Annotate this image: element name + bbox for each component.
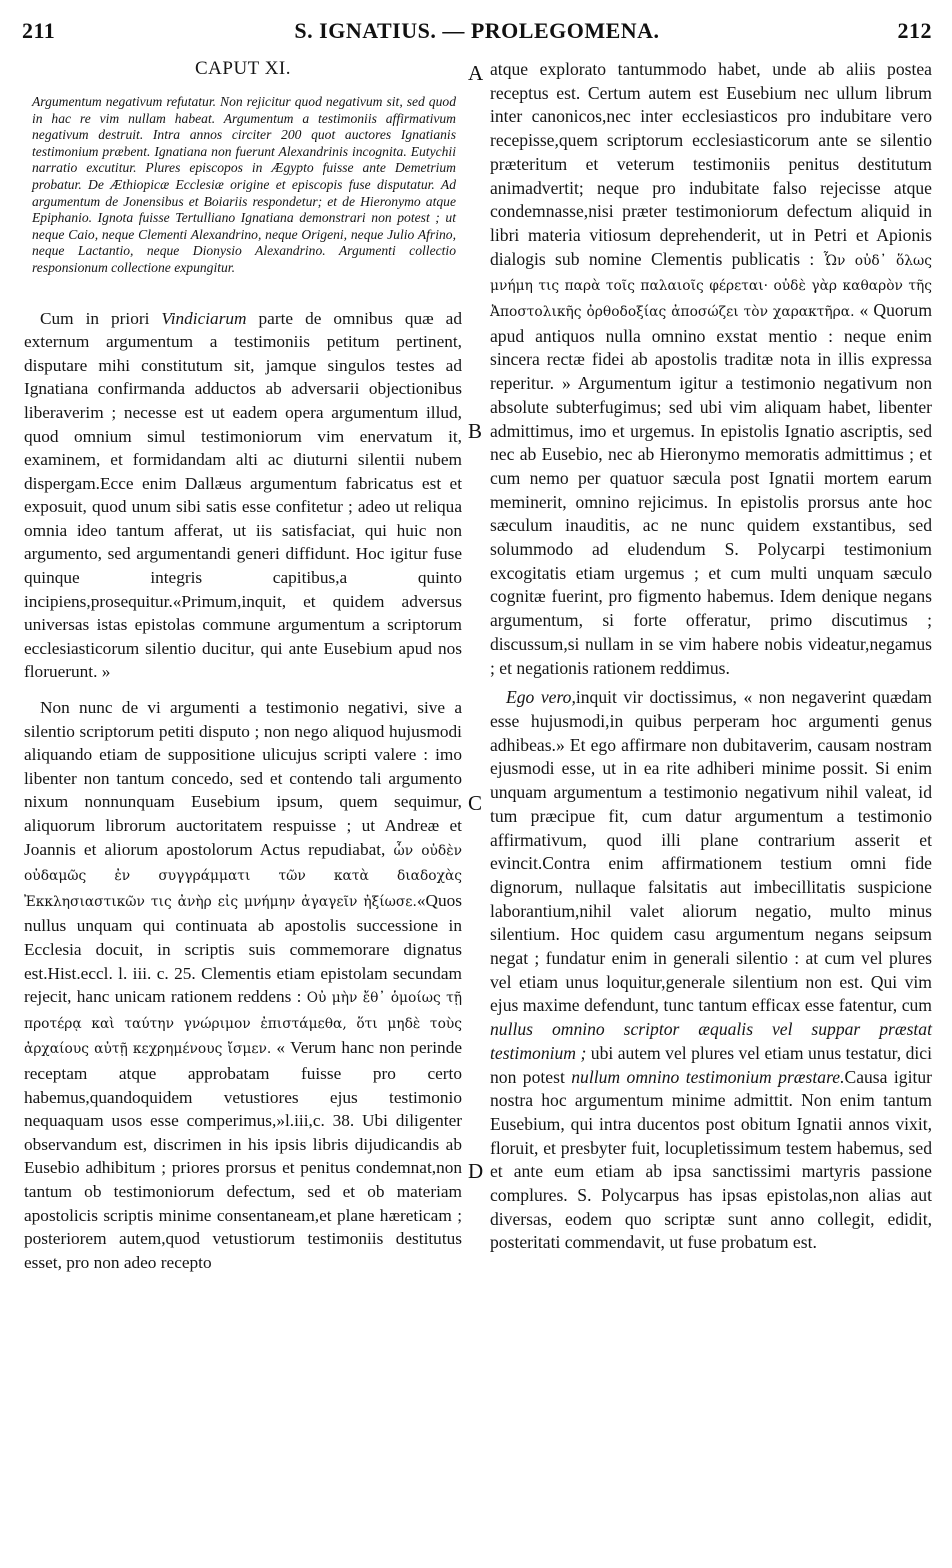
left-column: [24, 58, 462, 1274]
margin-letter-a: A: [468, 61, 484, 85]
running-header: [22, 18, 932, 48]
text-run: « Verum hanc non perinde receptam atque approbatam fuisse pro certo habemus,quandoquidem vetustiores ejus testimonio nequaquam usos esse comperimus,»l.iii,c. 38. Ubi diligenter observandum est, discrimen in his ipsis libris dijudicandis ab Eusebio adhibitum ; priores prorsus et penitus condemnat,non tantum ob testimoniorum defectum, sed et ob materiam apostolicis scriptis minime consentaneam,et plane hæreticam ; posteriorem autem,quod vetustiorum testimoniis destitutus esset, pro non adeo recepto: [24, 1038, 462, 1272]
page-number-left: 211: [22, 18, 56, 43]
right-column: [490, 58, 932, 1255]
text-run: ubi autem vel plures vel etiam unus testatur, dici non potest: [490, 1042, 932, 1087]
text-run: « Quorum apud antiquos nulla omnino exstat mentio : neque enim sincera rectæ fidei ab apostolis traditæ nota in illis expressa reperitur. » Argumentum igitur a testimonio negativum non absolute subterfugimus; sed ubi vim aliquam habet, libenter admittimus, imo et urgemus. In epistolis Ignatio ascriptis, sed nec ab Eusebio, nec ab Hieronymo memoratis admittimus ; et cum nemo per quatuor sæcula post Ignatii mortem earum meminerit, omnino rejicimus. In epistolis prorsus ante hoc sæculum inauditis, ac ne nunc quidem exstantibus, sed solummodo ad eludendum S. Polycarpi testimonium excogitatis etiam urgemus ; et cum multi unquam sæculo cognitæ fuerint, pro figmento habemus. Idem denique negans argumentum, si forte offeratur, primo discutimus ; discussum,si nullam in se vim habere nobis videatur,negamus ; et negationis rationem reddimus.: [490, 300, 932, 678]
margin-letter-b: B: [468, 419, 483, 443]
page-number-right: 212: [897, 18, 932, 43]
text-run: inquit vir doctissimus, « non negaverint quædam esse hujusmodi,in quibus perperam hoc argumenti genus adhibeas.» Et ego affirmare non dubitaverim, causam nostram ejusmodi esse, ut in ea rite adhiberi minime possit. Si enim unquam argumentum a testimonio negativum nihil valeat, id tum præcipue fit, cum datur argumentum a testimonio affirmativum, quod illi plane contrarium asserit et evincit.Contra enim affirmationem testium omni fide dignorum, nullaque falsitatis aut imbecillitatis suspicione laborantium,nihil valet aliorum negatio, multo minus silentium. Hoc quidem casu argumentum negans seipsum negat ; fundatur enim in generali silentio : at cum vel plures vel etiam unus loquitur,generale silentium non est. Qui vim ejus maxime defendunt, tunc tantum efficax esse fatentur, cum: [490, 687, 932, 1016]
italic-run: Vindiciarum: [161, 308, 247, 328]
text-run: Cum in priori: [40, 308, 162, 328]
greek-quotation: Ὧν οὐδ᾽ ὅλως μνήμη τις παρὰ τοῖς παλαιοῖς φέρεται· οὐδὲ γὰρ καθαρὸν τῆς Ἀποστολικῆς ὀρθοδοξίας ἀποσώζει τὸν χαρακτῆρα.: [490, 252, 932, 321]
left-paragraph-2: [24, 696, 462, 1274]
italic-run: nullum omnino testimonium præstare.: [571, 1066, 845, 1087]
text-run: «Quos nullus unquam qui continuata ab apostolis successione in Ecclesia docuit, in scriptis suis commemorare dignatus est.Hist.eccl. l. iii. c. 25. Clementis etiam epistolam secundam rejecit, hanc unicam rationem reddens :: [24, 890, 462, 1007]
chapter-heading: CAPUT XI.: [195, 58, 291, 79]
text-run: atque explorato tantummodo habet, unde ab aliis postea receptus est. Certum autem est Eusebium nec ullum librum inter canonicos,nec inter ecclesiasticos pro indubitare vero recepisse,quem scriptorum ecclesiasticorum ante se silentio præteritum et veterum testimoniis penitus destitutum animadvertit; neque pro indubitate falso rejecisse atque condemnasse,nisi præter testimoniorum defectum aliquid in libri materia vitiosum deprehenderit, ut in Petri et Apionis dialogis sub nomine Clementis publicatis :: [490, 59, 932, 269]
text-run: parte de omnibus quæ ad externum argumentum a testimoniis petitum pertinent, disputare mihi constitutum sit, jamque singulos testes ad Ignatiana confirmanda adductos ab adversarii objectionibus liberaverim ; necesse est ut eadem opera argumentum illud, quod omnium simul testimoniorum vim enervatum it, examinem, et formidandam alti ac diuturni silentii nubem dispergam.Ecce enim Dallæus argumentum fabricatus est et exposuit, quod unum sibi satis esse confitetur ; adeo ut reliqua omnia ideo tantum afferat, ut iis satisfaciat, qui huic non argumento, sed argumentandi generi diffidunt. Hoc igitur fuse quinque integris capitibus,a quinto incipiens,prosequitur.«Primum,inquit, et quidem adversus universas istas epistolas commune argumentum a scriptorum ecclesiasticorum silentio ducitur, qui ante Eusebium apud nos floruerunt. »: [24, 308, 462, 682]
margin-letter-c: C: [468, 791, 483, 815]
chapter-argument-summary: Argumentum negativum refutatur. Non rejicitur quod negativum sit, sed quod in hac re vim nullam habeat. Argumentum a testimoniis affirmativum negativum destruit. Intra annos circiter 200 quot auctores Ignatianis testimonium præbent. Ignatiana non fuerunt Alexandrinis incognita. Eutychii narratio excutitur. Plures episcopos in Ægypto fuisse ante Demetrium probatur. De Æthiopicæ Ecclesiæ origine et episcopis fuse disputatur. Ad argumentum de Jonensibus et Boiariis respondetur; et de Hieronymo atque Epiphanio. Ignota fuisse Tertulliano Ignatiana demonstrari non potest ; ut neque Caio, neque Clementi Alexandrino, neque Origeni, neque Julio Afrino, neque Lactantio, neque Dionysio Alexandrino. Argumenti collectio responsionum collectione expungitur.: [32, 94, 456, 275]
left-paragraph-1: [24, 307, 462, 685]
italic-run: nullus omnino scriptor æqualis vel suppar præstat testimonium ;: [490, 1019, 932, 1063]
text-run: Causa igitur nostra hoc argumentum minime admittit. Non enim tantum Eusebium, qui intra ducentos post obitum Ignatii annos vixit, floruit, et presbyter fuit, locupletissimum testem habemus, sed et ante eum etiam ab ipsa sanctissimi martyris passione complures. S. Polycarpus has ipsas epistolas,non alias aut diversas, eodem quo scriptæ sunt anno collegit, edidit, posteritati commendavit, ut fuse probatum est.: [490, 1066, 932, 1253]
text-run: Non nunc de vi argumenti a testimonio negativi, sive a silentio scriptorum petiti disputo ; non nego aliquod hujusmodi aliquando etiam de suppositione ulicujus scripti valere : imo libenter non tantum concedo, sed et contendo tali argumento nixum nonnunquam Eusebium ipsum, quem sequimur, aliquorum librorum auctoritatem respuisse ; ut Andreæ et Joannis et aliorum apostolorum Actus repudiabat,: [24, 698, 462, 859]
right-paragraph-1: [490, 58, 932, 680]
greek-quotation: Οὐ μὴν ἔθ᾽ ὁμοίως τῇ προτέρᾳ καὶ ταύτην γνώριμον ἐπιστάμεθα, ὅτι μηδὲ τοὺς ἀρχαίους αὐτῇ κεχρημένους ἴσμεν.: [24, 990, 462, 1058]
italic-run: Ego vero,: [506, 687, 576, 708]
margin-letter-d: D: [468, 1159, 484, 1183]
running-title: S. IGNATIUS. — PROLEGOMENA.: [294, 18, 660, 43]
right-paragraph-2: [490, 686, 932, 1255]
greek-quotation: ὧν οὐδὲν οὐδαμῶς ἐν συγγράμματι τῶν κατὰ διαδοχὰς Ἐκκλησιαστικῶν τις ἀνὴρ εἰς μνήμην ἀγαγεῖν ἠξίωσε.: [24, 842, 462, 910]
